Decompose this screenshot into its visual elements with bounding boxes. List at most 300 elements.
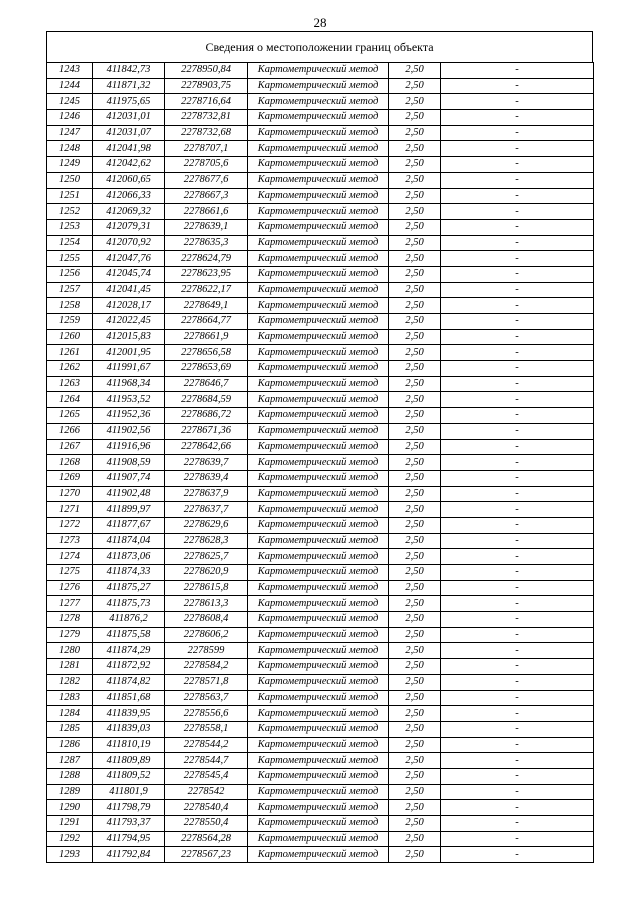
y-coordinate-cell: 2278950,84: [165, 63, 248, 79]
description-cell: -: [441, 847, 594, 863]
table-row: [47, 706, 594, 722]
table-row: [47, 376, 594, 392]
table-row: [47, 157, 594, 173]
description-cell: -: [441, 800, 594, 816]
table-row: [47, 63, 594, 79]
x-coordinate-cell: 411873,06: [93, 549, 165, 565]
description-cell: -: [441, 784, 594, 800]
y-coordinate-cell: 2278556,6: [165, 706, 248, 722]
method-cell: Картометрический метод: [248, 141, 389, 157]
point-number-cell: 1252: [47, 204, 93, 220]
description-cell: -: [441, 643, 594, 659]
accuracy-cell: 2,50: [389, 172, 441, 188]
y-coordinate-cell: 2278686,72: [165, 408, 248, 424]
method-cell: Картометрический метод: [248, 674, 389, 690]
y-coordinate-cell: 2278567,23: [165, 847, 248, 863]
table-row: [47, 659, 594, 675]
description-cell: -: [441, 314, 594, 330]
x-coordinate-cell: 411975,65: [93, 94, 165, 110]
description-cell: -: [441, 596, 594, 612]
accuracy-cell: 2,50: [389, 282, 441, 298]
description-cell: -: [441, 831, 594, 847]
table-row: [47, 565, 594, 581]
description-cell: -: [441, 172, 594, 188]
accuracy-cell: 2,50: [389, 141, 441, 157]
method-cell: Картометрический метод: [248, 455, 389, 471]
table-row: [47, 470, 594, 486]
x-coordinate-cell: 411899,97: [93, 502, 165, 518]
accuracy-cell: 2,50: [389, 63, 441, 79]
y-coordinate-cell: 2278639,4: [165, 470, 248, 486]
table-row: [47, 737, 594, 753]
description-cell: -: [441, 141, 594, 157]
method-cell: Картометрический метод: [248, 643, 389, 659]
accuracy-cell: 2,50: [389, 612, 441, 628]
table-row: [47, 502, 594, 518]
table-row: [47, 439, 594, 455]
x-coordinate-cell: 411875,58: [93, 627, 165, 643]
description-cell: -: [441, 219, 594, 235]
accuracy-cell: 2,50: [389, 800, 441, 816]
point-number-cell: 1262: [47, 361, 93, 377]
description-cell: -: [441, 565, 594, 581]
x-coordinate-cell: 412022,45: [93, 314, 165, 330]
description-cell: -: [441, 94, 594, 110]
y-coordinate-cell: 2278563,7: [165, 690, 248, 706]
table-row: [47, 533, 594, 549]
accuracy-cell: 2,50: [389, 157, 441, 173]
table-row: [47, 627, 594, 643]
method-cell: Картометрический метод: [248, 580, 389, 596]
method-cell: Картометрический метод: [248, 157, 389, 173]
y-coordinate-cell: 2278558,1: [165, 721, 248, 737]
y-coordinate-cell: 2278624,79: [165, 251, 248, 267]
table-row: [47, 188, 594, 204]
y-coordinate-cell: 2278544,7: [165, 753, 248, 769]
accuracy-cell: 2,50: [389, 78, 441, 94]
accuracy-cell: 2,50: [389, 204, 441, 220]
y-coordinate-cell: 2278584,2: [165, 659, 248, 675]
method-cell: Картометрический метод: [248, 345, 389, 361]
y-coordinate-cell: 2278628,3: [165, 533, 248, 549]
y-coordinate-cell: 2278622,17: [165, 282, 248, 298]
y-coordinate-cell: 2278667,3: [165, 188, 248, 204]
accuracy-cell: 2,50: [389, 455, 441, 471]
x-coordinate-cell: 411874,04: [93, 533, 165, 549]
method-cell: Картометрический метод: [248, 753, 389, 769]
table-body: [47, 63, 594, 863]
accuracy-cell: 2,50: [389, 188, 441, 204]
y-coordinate-cell: 2278677,6: [165, 172, 248, 188]
accuracy-cell: 2,50: [389, 329, 441, 345]
y-coordinate-cell: 2278664,77: [165, 314, 248, 330]
method-cell: Картометрический метод: [248, 690, 389, 706]
x-coordinate-cell: 411876,2: [93, 612, 165, 628]
x-coordinate-cell: 412001,95: [93, 345, 165, 361]
page-number: 28: [313, 15, 327, 30]
y-coordinate-cell: 2278656,58: [165, 345, 248, 361]
description-cell: -: [441, 188, 594, 204]
y-coordinate-cell: 2278684,59: [165, 392, 248, 408]
y-coordinate-cell: 2278653,69: [165, 361, 248, 377]
table-row: [47, 78, 594, 94]
description-cell: -: [441, 251, 594, 267]
description-cell: -: [441, 486, 594, 502]
table-row: [47, 94, 594, 110]
accuracy-cell: 2,50: [389, 580, 441, 596]
method-cell: Картометрический метод: [248, 219, 389, 235]
point-number-cell: 1278: [47, 612, 93, 628]
description-cell: -: [441, 455, 594, 471]
accuracy-cell: 2,50: [389, 643, 441, 659]
method-cell: Картометрический метод: [248, 565, 389, 581]
table-row: [47, 314, 594, 330]
point-number-cell: 1287: [47, 753, 93, 769]
table-row: [47, 172, 594, 188]
x-coordinate-cell: 411952,36: [93, 408, 165, 424]
method-cell: Картометрический метод: [248, 831, 389, 847]
description-cell: -: [441, 345, 594, 361]
x-coordinate-cell: 412079,31: [93, 219, 165, 235]
point-number-cell: 1245: [47, 94, 93, 110]
y-coordinate-cell: 2278564,28: [165, 831, 248, 847]
y-coordinate-cell: 2278716,64: [165, 94, 248, 110]
point-number-cell: 1290: [47, 800, 93, 816]
method-cell: Картометрический метод: [248, 235, 389, 251]
x-coordinate-cell: 412070,92: [93, 235, 165, 251]
method-cell: Картометрический метод: [248, 282, 389, 298]
description-cell: -: [441, 439, 594, 455]
method-cell: Картометрический метод: [248, 549, 389, 565]
table-row: [47, 549, 594, 565]
table-row: [47, 266, 594, 282]
table-row: [47, 298, 594, 314]
x-coordinate-cell: 412028,17: [93, 298, 165, 314]
accuracy-cell: 2,50: [389, 596, 441, 612]
x-coordinate-cell: 411902,56: [93, 423, 165, 439]
y-coordinate-cell: 2278903,75: [165, 78, 248, 94]
accuracy-cell: 2,50: [389, 266, 441, 282]
table-row: [47, 408, 594, 424]
point-number-cell: 1284: [47, 706, 93, 722]
description-cell: -: [441, 627, 594, 643]
accuracy-cell: 2,50: [389, 690, 441, 706]
table-row: [47, 517, 594, 533]
point-number-cell: 1274: [47, 549, 93, 565]
accuracy-cell: 2,50: [389, 533, 441, 549]
x-coordinate-cell: 411875,73: [93, 596, 165, 612]
description-cell: -: [441, 204, 594, 220]
accuracy-cell: 2,50: [389, 361, 441, 377]
x-coordinate-cell: 412031,07: [93, 125, 165, 141]
point-number-cell: 1269: [47, 470, 93, 486]
table-row: [47, 282, 594, 298]
accuracy-cell: 2,50: [389, 674, 441, 690]
accuracy-cell: 2,50: [389, 423, 441, 439]
table-row: [47, 251, 594, 267]
x-coordinate-cell: 411839,03: [93, 721, 165, 737]
x-coordinate-cell: 411871,32: [93, 78, 165, 94]
point-number-cell: 1250: [47, 172, 93, 188]
y-coordinate-cell: 2278707,1: [165, 141, 248, 157]
y-coordinate-cell: 2278608,4: [165, 612, 248, 628]
table-row: [47, 612, 594, 628]
method-cell: Картометрический метод: [248, 502, 389, 518]
x-coordinate-cell: 412031,01: [93, 110, 165, 126]
point-number-cell: 1247: [47, 125, 93, 141]
table-row: [47, 831, 594, 847]
point-number-cell: 1258: [47, 298, 93, 314]
description-cell: -: [441, 392, 594, 408]
y-coordinate-cell: 2278625,7: [165, 549, 248, 565]
y-coordinate-cell: 2278637,7: [165, 502, 248, 518]
point-number-cell: 1276: [47, 580, 93, 596]
accuracy-cell: 2,50: [389, 831, 441, 847]
method-cell: Картометрический метод: [248, 94, 389, 110]
accuracy-cell: 2,50: [389, 737, 441, 753]
point-number-cell: 1248: [47, 141, 93, 157]
method-cell: Картометрический метод: [248, 721, 389, 737]
coordinates-table: [46, 62, 594, 863]
table-row: [47, 753, 594, 769]
description-cell: -: [441, 63, 594, 79]
point-number-cell: 1266: [47, 423, 93, 439]
x-coordinate-cell: 411851,68: [93, 690, 165, 706]
point-number-cell: 1277: [47, 596, 93, 612]
table-row: [47, 329, 594, 345]
point-number-cell: 1271: [47, 502, 93, 518]
accuracy-cell: 2,50: [389, 517, 441, 533]
point-number-cell: 1243: [47, 63, 93, 79]
method-cell: Картометрический метод: [248, 361, 389, 377]
method-cell: Картометрический метод: [248, 298, 389, 314]
description-cell: -: [441, 235, 594, 251]
point-number-cell: 1286: [47, 737, 93, 753]
x-coordinate-cell: 411809,52: [93, 768, 165, 784]
accuracy-cell: 2,50: [389, 502, 441, 518]
y-coordinate-cell: 2278545,4: [165, 768, 248, 784]
method-cell: Картометрический метод: [248, 596, 389, 612]
y-coordinate-cell: 2278571,8: [165, 674, 248, 690]
x-coordinate-cell: 412041,98: [93, 141, 165, 157]
x-coordinate-cell: 411968,34: [93, 376, 165, 392]
table-row: [47, 847, 594, 863]
point-number-cell: 1281: [47, 659, 93, 675]
table-row: [47, 345, 594, 361]
table-row: [47, 392, 594, 408]
y-coordinate-cell: 2278542: [165, 784, 248, 800]
point-number-cell: 1246: [47, 110, 93, 126]
x-coordinate-cell: 411874,33: [93, 565, 165, 581]
method-cell: Картометрический метод: [248, 470, 389, 486]
table-row: [47, 768, 594, 784]
method-cell: Картометрический метод: [248, 314, 389, 330]
y-coordinate-cell: 2278623,95: [165, 266, 248, 282]
description-cell: -: [441, 110, 594, 126]
method-cell: Картометрический метод: [248, 517, 389, 533]
table-row: [47, 721, 594, 737]
point-number-cell: 1293: [47, 847, 93, 863]
method-cell: Картометрический метод: [248, 172, 389, 188]
method-cell: Картометрический метод: [248, 251, 389, 267]
method-cell: Картометрический метод: [248, 612, 389, 628]
description-cell: -: [441, 706, 594, 722]
description-cell: -: [441, 517, 594, 533]
x-coordinate-cell: 412047,76: [93, 251, 165, 267]
description-cell: -: [441, 470, 594, 486]
x-coordinate-cell: 411872,92: [93, 659, 165, 675]
x-coordinate-cell: 411991,67: [93, 361, 165, 377]
method-cell: Картометрический метод: [248, 408, 389, 424]
description-cell: -: [441, 816, 594, 832]
point-number-cell: 1253: [47, 219, 93, 235]
y-coordinate-cell: 2278661,9: [165, 329, 248, 345]
method-cell: Картометрический метод: [248, 768, 389, 784]
method-cell: Картометрический метод: [248, 816, 389, 832]
accuracy-cell: 2,50: [389, 298, 441, 314]
method-cell: Картометрический метод: [248, 800, 389, 816]
table-row: [47, 690, 594, 706]
y-coordinate-cell: 2278615,8: [165, 580, 248, 596]
accuracy-cell: 2,50: [389, 251, 441, 267]
accuracy-cell: 2,50: [389, 659, 441, 675]
x-coordinate-cell: 411875,27: [93, 580, 165, 596]
x-coordinate-cell: 411798,79: [93, 800, 165, 816]
point-number-cell: 1264: [47, 392, 93, 408]
description-cell: -: [441, 674, 594, 690]
method-cell: Картометрический метод: [248, 392, 389, 408]
table-row: [47, 455, 594, 471]
table-row: [47, 784, 594, 800]
accuracy-cell: 2,50: [389, 376, 441, 392]
point-number-cell: 1267: [47, 439, 93, 455]
point-number-cell: 1257: [47, 282, 93, 298]
point-number-cell: 1265: [47, 408, 93, 424]
x-coordinate-cell: 411794,95: [93, 831, 165, 847]
point-number-cell: 1251: [47, 188, 93, 204]
table-row: [47, 596, 594, 612]
point-number-cell: 1259: [47, 314, 93, 330]
description-cell: -: [441, 282, 594, 298]
table-row: [47, 219, 594, 235]
description-cell: -: [441, 721, 594, 737]
description-cell: -: [441, 580, 594, 596]
point-number-cell: 1288: [47, 768, 93, 784]
accuracy-cell: 2,50: [389, 768, 441, 784]
point-number-cell: 1254: [47, 235, 93, 251]
accuracy-cell: 2,50: [389, 110, 441, 126]
accuracy-cell: 2,50: [389, 94, 441, 110]
description-cell: -: [441, 157, 594, 173]
y-coordinate-cell: 2278732,68: [165, 125, 248, 141]
x-coordinate-cell: 411809,89: [93, 753, 165, 769]
point-number-cell: 1255: [47, 251, 93, 267]
x-coordinate-cell: 411953,52: [93, 392, 165, 408]
table-row: [47, 204, 594, 220]
description-cell: -: [441, 549, 594, 565]
description-cell: -: [441, 376, 594, 392]
x-coordinate-cell: 411839,95: [93, 706, 165, 722]
x-coordinate-cell: 411916,96: [93, 439, 165, 455]
description-cell: -: [441, 423, 594, 439]
point-number-cell: 1275: [47, 565, 93, 581]
description-cell: -: [441, 266, 594, 282]
description-cell: -: [441, 329, 594, 345]
accuracy-cell: 2,50: [389, 408, 441, 424]
x-coordinate-cell: 412060,65: [93, 172, 165, 188]
method-cell: Картометрический метод: [248, 847, 389, 863]
x-coordinate-cell: 411908,59: [93, 455, 165, 471]
accuracy-cell: 2,50: [389, 470, 441, 486]
accuracy-cell: 2,50: [389, 565, 441, 581]
method-cell: Картометрический метод: [248, 533, 389, 549]
y-coordinate-cell: 2278606,2: [165, 627, 248, 643]
y-coordinate-cell: 2278613,3: [165, 596, 248, 612]
y-coordinate-cell: 2278544,2: [165, 737, 248, 753]
accuracy-cell: 2,50: [389, 816, 441, 832]
table-row: [47, 643, 594, 659]
y-coordinate-cell: 2278646,7: [165, 376, 248, 392]
method-cell: Картометрический метод: [248, 63, 389, 79]
point-number-cell: 1289: [47, 784, 93, 800]
method-cell: Картометрический метод: [248, 486, 389, 502]
method-cell: Картометрический метод: [248, 376, 389, 392]
accuracy-cell: 2,50: [389, 549, 441, 565]
y-coordinate-cell: 2278550,4: [165, 816, 248, 832]
description-cell: -: [441, 408, 594, 424]
method-cell: Картометрический метод: [248, 78, 389, 94]
method-cell: Картометрический метод: [248, 125, 389, 141]
point-number-cell: 1256: [47, 266, 93, 282]
accuracy-cell: 2,50: [389, 784, 441, 800]
description-cell: -: [441, 502, 594, 518]
table-row: [47, 423, 594, 439]
x-coordinate-cell: 412066,33: [93, 188, 165, 204]
table-row: [47, 674, 594, 690]
y-coordinate-cell: 2278661,6: [165, 204, 248, 220]
method-cell: Картометрический метод: [248, 329, 389, 345]
point-number-cell: 1279: [47, 627, 93, 643]
method-cell: Картометрический метод: [248, 627, 389, 643]
y-coordinate-cell: 2278649,1: [165, 298, 248, 314]
point-number-cell: 1249: [47, 157, 93, 173]
description-cell: -: [441, 690, 594, 706]
description-cell: -: [441, 612, 594, 628]
x-coordinate-cell: 411902,48: [93, 486, 165, 502]
description-cell: -: [441, 533, 594, 549]
y-coordinate-cell: 2278620,9: [165, 565, 248, 581]
method-cell: Картометрический метод: [248, 659, 389, 675]
accuracy-cell: 2,50: [389, 486, 441, 502]
accuracy-cell: 2,50: [389, 345, 441, 361]
point-number-cell: 1285: [47, 721, 93, 737]
method-cell: Картометрический метод: [248, 423, 389, 439]
point-number-cell: 1263: [47, 376, 93, 392]
accuracy-cell: 2,50: [389, 125, 441, 141]
description-cell: -: [441, 125, 594, 141]
point-number-cell: 1273: [47, 533, 93, 549]
point-number-cell: 1260: [47, 329, 93, 345]
accuracy-cell: 2,50: [389, 753, 441, 769]
y-coordinate-cell: 2278639,1: [165, 219, 248, 235]
description-cell: -: [441, 768, 594, 784]
point-number-cell: 1261: [47, 345, 93, 361]
x-coordinate-cell: 411907,74: [93, 470, 165, 486]
accuracy-cell: 2,50: [389, 235, 441, 251]
y-coordinate-cell: 2278599: [165, 643, 248, 659]
boundary-table: [46, 31, 593, 863]
description-cell: -: [441, 753, 594, 769]
